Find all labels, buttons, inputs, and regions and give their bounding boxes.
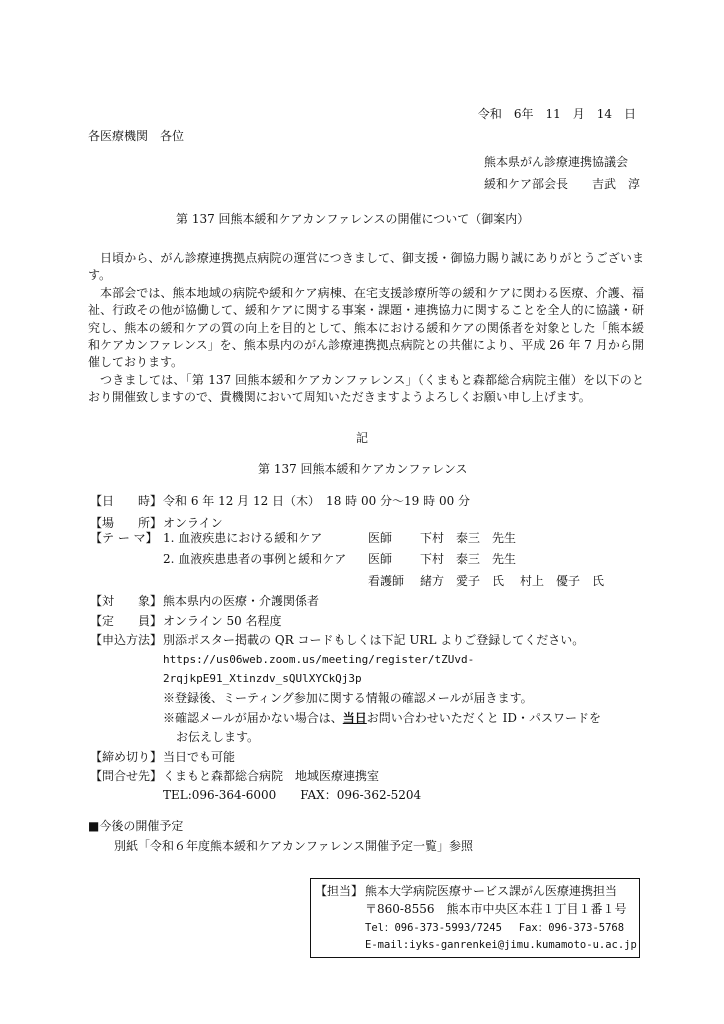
note-confirmation-emphasis: 当日 [342, 711, 367, 725]
note-confirmation-a: ※確認メールが届かない場合は、 [163, 711, 343, 725]
theme-2-role: 医師 [368, 552, 393, 566]
target-label: 【対 象】 [90, 594, 163, 608]
theme-2-speaker-b: 緒方 愛子 氏 [420, 574, 505, 588]
venue-value: オンライン [163, 516, 223, 530]
deadline-value: 当日でも可能 [163, 750, 236, 764]
inquiry-value: くまもと森都総合病院 地域医療連携室 [163, 769, 380, 783]
theme-1-speaker: 下村 泰三 先生 [420, 531, 517, 545]
target-value: 熊本県内の医療・介護関係者 [163, 594, 320, 608]
theme-2-speaker: 下村 泰三 先生 [420, 552, 517, 566]
sender-org: 熊本県がん診療連携協議会 [484, 155, 629, 169]
note-confirmation-c: お問い合わせいただくと ID・パスワードを [366, 711, 601, 725]
body-text [88, 250, 644, 407]
theme-2-speaker-c: 村上 優子 氏 [520, 574, 605, 588]
document-title: 第 137 回熊本緩和ケアカンファレンスの開催について（御案内） [176, 212, 530, 226]
capacity-value: オンライン 50 名程度 [163, 614, 282, 628]
note-registration: ※登録後、ミーティング参加に関する情報の確認メールが届きます。 [163, 691, 533, 705]
venue-label: 【場 所】 [90, 516, 163, 530]
theme-label: 【テ ー マ】 [90, 531, 158, 545]
apply-label: 【申込方法】 [90, 633, 163, 647]
inquiry-label: 【問合せ先】 [90, 769, 163, 783]
sender-name: 緩和ケア部会長 吉武 淳 [484, 177, 641, 191]
contact-label: 【担当】 [315, 884, 364, 898]
future-text: 別紙「令和６年度熊本緩和ケアカンファレンス開催予定一覧」参照 [114, 839, 473, 853]
note-confirmation-cont: お伝えします。 [176, 730, 260, 744]
contact-org: 熊本大学病院医療サービス課がん医療連携担当 [365, 884, 618, 898]
contact-address: 〒860-8556 熊本市中央区本荘１丁目１番１号 [365, 902, 627, 916]
registration-url-line-1[interactable]: https://us06web.zoom.us/meeting/register/tZUvd- [163, 653, 475, 666]
deadline-label: 【締め切り】 [90, 750, 163, 764]
body-paragraph: つきましては、「第 137 回熊本緩和ケアカンファレンス」（くまもと森都総合病院主催）を以下のとおり開催致しますので、貴機関において周知いただきますようよろしくお願い申し上げます。 [88, 372, 644, 405]
inquiry-tel: TEL:096-364-6000 FAX：096-362-5204 [163, 788, 422, 802]
registration-url-line-2[interactable]: 2rqjkpE91_Xtinzdv_sQUlXYCkQj3p [163, 672, 362, 685]
body-paragraph: 本部会では、熊本地域の病院や緩和ケア病棟、在宅支援診療所等の緩和ケアに関わる医療、介護、福祉、行政その他が協働して、緩和ケアに関する事案・課題・連携協力に関することを全人的に協議・研究し、熊本の緩和ケアの質の向上を目的として、熊本における緩和ケアの関係者を対象とした「熊本緩和ケアカンファレンス」を、熊本県内のがん診療連携拠点病院との共催により、平成 26 年 7 月から開催しております。 [88, 285, 644, 370]
contact-box [310, 878, 640, 958]
note-confirmation [163, 710, 601, 726]
future-heading: ■今後の開催予定 [88, 819, 184, 833]
datetime-value: 令和 6 年 12 月 12 日（木） 18 時 00 分～19 時 00 分 [163, 494, 471, 508]
datetime-label: 【日 時】 [90, 494, 163, 508]
contact-email[interactable]: E-mail:iyks-ganrenkei@jimu.kumamoto-u.ac.jp [365, 939, 637, 951]
date: 令和 6年 11 月 14 日 [477, 107, 636, 121]
theme-1-role: 医師 [368, 531, 393, 545]
theme-2-role-b: 看護師 [368, 574, 405, 588]
theme-1: 1. 血液疾患における緩和ケア [163, 531, 323, 545]
recipient: 各医療機関 各位 [88, 129, 185, 143]
ki-heading: 記 [356, 431, 369, 445]
apply-value: 別添ポスター掲載の QR コードもしくは下記 URL よりご登録してください。 [163, 633, 585, 647]
capacity-label: 【定 員】 [90, 614, 163, 628]
event-title: 第 137 回熊本緩和ケアカンファレンス [258, 462, 468, 476]
body-paragraph: 日頃から、がん診療連携拠点病院の運営につきまして、御支援・御協力賜り誠にありがとうございます。 [88, 251, 644, 283]
theme-2: 2. 血液疾患患者の事例と緩和ケア [163, 552, 347, 566]
contact-tel-fax: Tel：096-373-5993/7245 Fax：096-373-5768 [365, 922, 625, 934]
